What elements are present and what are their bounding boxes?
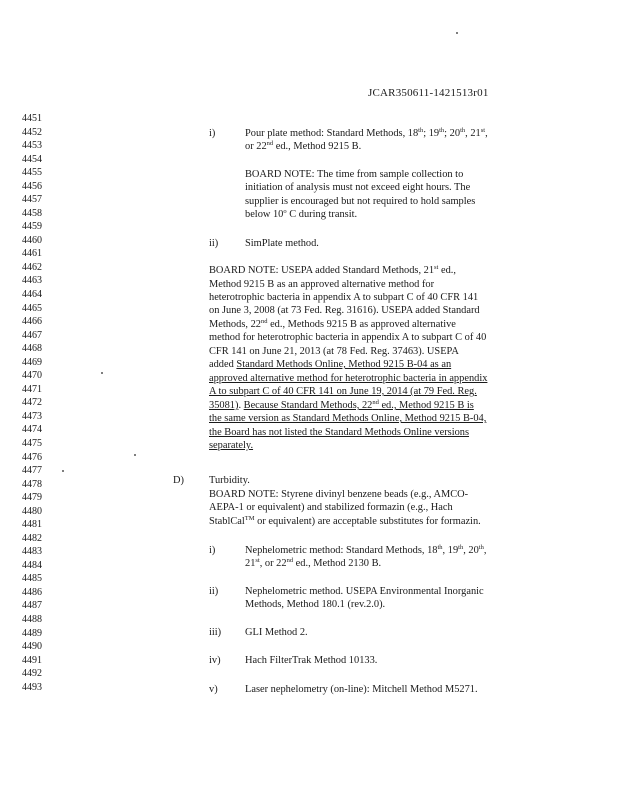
line-number: 4492 — [22, 668, 42, 680]
board-note-line: StablCal™ or equivalent) are acceptable substitutes for formazin. — [209, 515, 481, 527]
board-note-line: BOARD NOTE: USEPA added Standard Methods, 21st ed., — [209, 264, 456, 276]
board-note-line: the same version as Standard Methods Online, Method 9215 B-04, — [209, 413, 487, 424]
line-number: 4460 — [22, 234, 42, 246]
line-number: 4491 — [22, 654, 42, 666]
usepa-method-line-2: Methods, Method 180.1 (rev.2.0). — [245, 599, 386, 610]
board-note-line: A to subpart C of 40 CFR 141 on June 19, 2014 (at 79 Fed. Reg. — [209, 386, 477, 397]
board-note-line: below 10$^o$ C during transit. — [245, 208, 358, 220]
line-number: 4457 — [22, 194, 42, 206]
gli-method: GLI Method 2. — [245, 627, 308, 638]
line-number: 4480 — [22, 505, 42, 517]
line-number: 4490 — [22, 641, 42, 653]
line-number: 4486 — [22, 586, 42, 598]
line-number: 4468 — [22, 343, 42, 355]
line-number: 4451 — [22, 113, 42, 124]
line-number: 4488 — [22, 613, 42, 625]
line-number: 4461 — [22, 248, 42, 260]
line-number: 4487 — [22, 600, 42, 612]
board-note-line: CFR 141 on June 21, 2013 (at 78 Fed. Reg. 37463). USEPA — [209, 346, 459, 357]
line-number: 4455 — [22, 167, 42, 179]
nephelometric-line-2: 21st, or 22nd ed., Method 2130 B. — [245, 557, 382, 569]
board-note-line: BOARD NOTE: Styrene divinyl benzene beads (e.g., AMCO- — [209, 489, 469, 500]
board-note-line: on June 3, 2008 (at 73 Fed. Reg. 31616). USEPA added Standard — [209, 305, 480, 316]
section-label: D) — [173, 475, 184, 486]
line-number: 4469 — [22, 356, 42, 368]
line-number: 4452 — [22, 126, 42, 138]
line-number: 4463 — [22, 275, 42, 287]
line-number: 4474 — [22, 424, 42, 436]
line-number: 4478 — [22, 478, 42, 490]
line-number: 4464 — [22, 289, 42, 301]
simplate-method: SimPlate method. — [245, 238, 319, 249]
line-number: 4482 — [22, 532, 42, 544]
line-number: 4465 — [22, 302, 42, 314]
line-number: 4473 — [22, 410, 42, 422]
line-number: 4454 — [22, 153, 42, 165]
item-label: i) — [209, 128, 216, 139]
item-label: iv) — [209, 655, 221, 666]
board-note-line: the Board has not listed the Standard Methods Online versions — [209, 427, 470, 438]
line-number: 4462 — [22, 261, 42, 273]
nephelometric-line-1: Nephelometric method: Standard Methods, 18th, 19th, 20th, — [245, 544, 487, 556]
pour-plate-line-1: Pour plate method: Standard Methods, 18th; 19th; 20th, 21st, — [245, 127, 488, 139]
scan-speck — [62, 470, 64, 472]
board-note-line: 35081). Because Standard Methods, 22nd ed., Method 9215 B is — [209, 399, 474, 411]
line-number: 4453 — [22, 140, 42, 152]
line-number: 4466 — [22, 316, 42, 328]
hach-method: Hach FilterTrak Method 10133. — [245, 655, 378, 666]
line-number: 4481 — [22, 519, 42, 531]
line-number: 4489 — [22, 627, 42, 639]
board-note-line: Method 9215 B as an approved alternative method for — [209, 279, 435, 290]
line-number: 4475 — [22, 437, 42, 449]
line-number: 4467 — [22, 329, 42, 341]
line-number: 4476 — [22, 451, 42, 463]
pour-plate-line-2: or 22nd ed., Method 9215 B. — [245, 140, 362, 152]
item-label: i) — [209, 545, 216, 556]
line-number: 4456 — [22, 180, 42, 192]
line-number: 4484 — [22, 559, 42, 571]
board-note-line: AEPA-1 or equivalent) and stabilized formazin (e.g., Hach — [209, 502, 453, 513]
item-label: v) — [209, 684, 218, 695]
board-note-line: method for heterotrophic bacteria in appendix A to subpart C of 40 — [209, 332, 487, 343]
scan-speck — [101, 372, 103, 374]
laser-method: Laser nephelometry (on-line): Mitchell Method M5271. — [245, 684, 478, 695]
board-note-line: heterotrophic bacteria in appendix A to subpart C of 40 CFR 141 — [209, 292, 479, 303]
scan-speck — [456, 32, 458, 34]
turbidity-heading: Turbidity. — [209, 475, 250, 486]
line-number: 4459 — [22, 221, 42, 233]
board-note-line: Methods, 22nd ed., Methods 9215 B as approved alternative — [209, 318, 456, 330]
usepa-method-line-1: Nephelometric method. USEPA Environmental Inorganic — [245, 586, 484, 597]
item-label: iii) — [209, 627, 222, 638]
line-number: 4483 — [22, 546, 42, 558]
board-note-line: added Standard Methods Online, Method 9215 B-04 as an — [209, 359, 452, 370]
board-note-line: separately. — [209, 440, 254, 451]
line-number: 4493 — [22, 681, 42, 693]
line-number: 4472 — [22, 397, 42, 409]
line-number: 4479 — [22, 492, 42, 504]
line-number: 4485 — [22, 573, 42, 585]
line-number: 4470 — [22, 370, 42, 382]
board-note-line: initiation of analysis must not exceed eight hours. The — [245, 182, 471, 193]
line-number: 4471 — [22, 383, 42, 395]
line-number: 4477 — [22, 465, 42, 477]
board-note-line: BOARD NOTE: The time from sample collection to — [245, 169, 464, 180]
item-label: ii) — [209, 238, 219, 249]
board-note-line: supplier is encouraged but not required to hold samples — [245, 196, 476, 207]
item-label: ii) — [209, 586, 219, 597]
board-note-line: approved alternative method for heterotrophic bacteria in appendix — [209, 373, 488, 384]
document-id: JCAR350611-1421513r01 — [368, 87, 489, 99]
line-number: 4458 — [22, 207, 42, 219]
scan-speck — [134, 454, 136, 456]
